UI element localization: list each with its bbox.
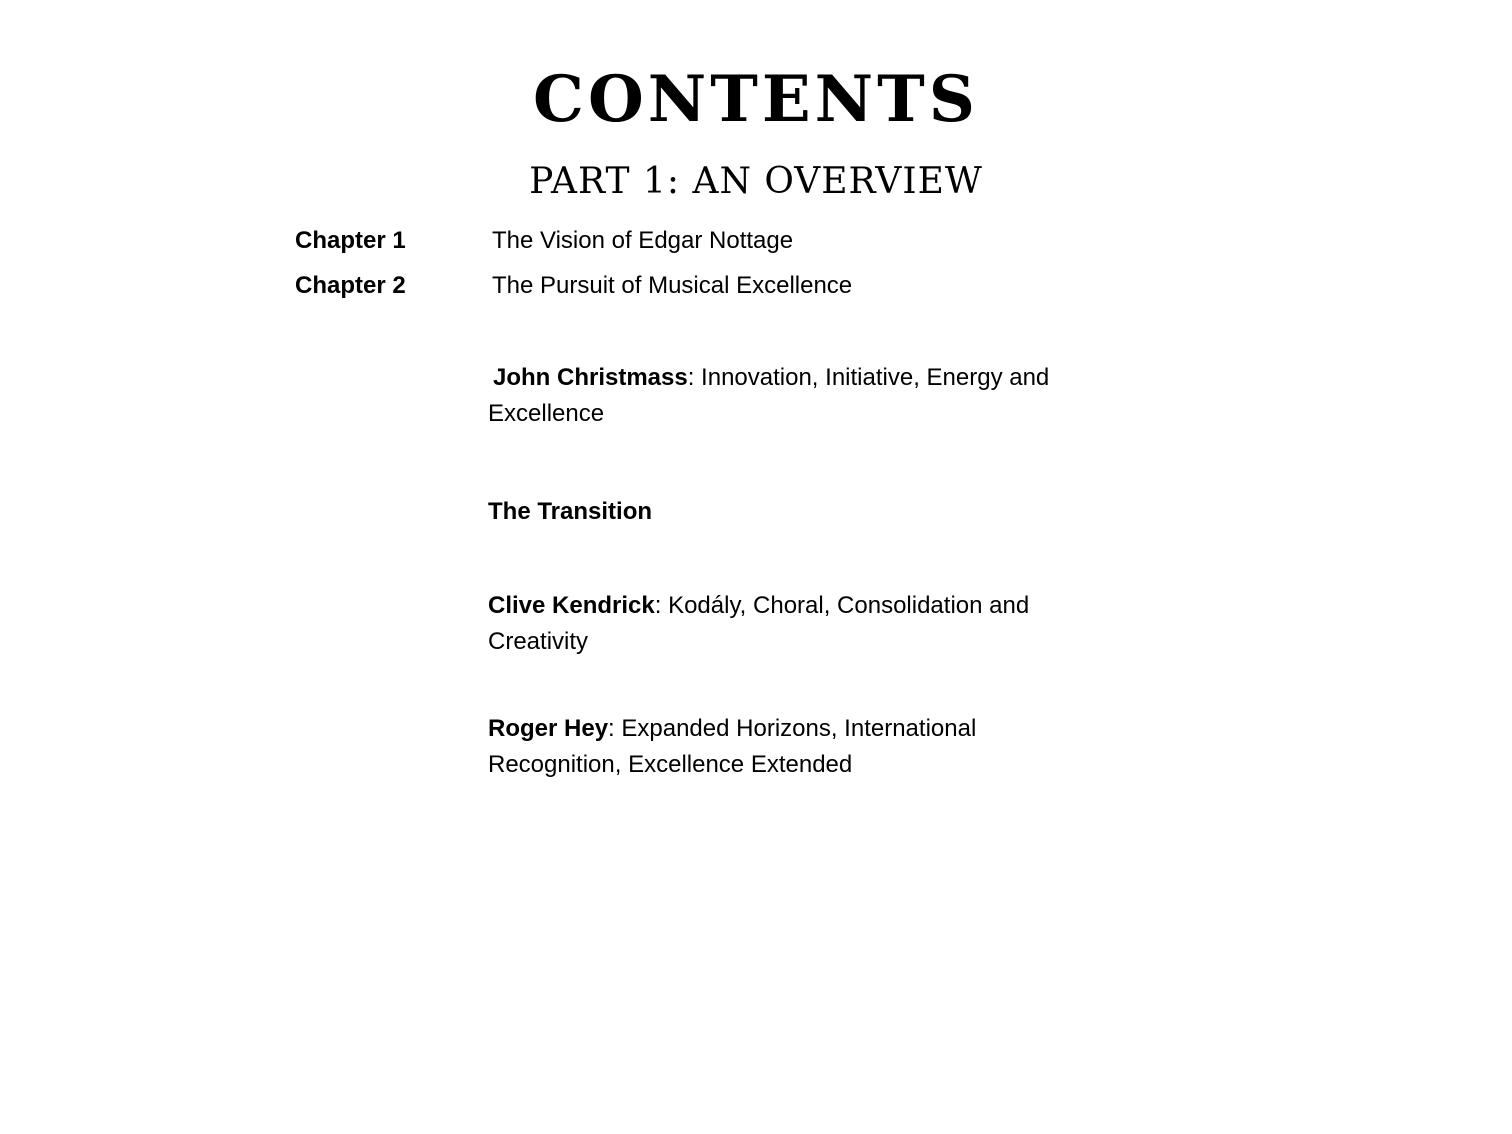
chapter-label: Chapter 1 [295,227,406,254]
section-description: : Kodály, Choral, Consolidation and Creativity [488,592,1030,655]
section-name: John Christmass [493,364,688,391]
chapter-title: The Pursuit of Musical Excellence [492,272,853,299]
chapter-label: Chapter 2 [295,272,406,299]
section-entry [488,494,1058,530]
page-title: CONTENTS [533,62,979,137]
section-entry [488,588,1058,660]
section-name: The Transition [488,498,653,525]
part-heading: PART 1: AN OVERVIEW [529,161,983,202]
section-name: Roger Hey [488,715,609,742]
section-entry [488,711,1058,783]
section-description: : Expanded Horizons, International Recognition, Excellence Extended [488,715,977,778]
chapter-title: The Vision of Edgar Nottage [492,227,794,254]
section-entry [488,360,1058,432]
section-description: : Innovation, Initiative, Energy and Excellence [488,364,1050,427]
section-name: Clive Kendrick [488,592,655,619]
